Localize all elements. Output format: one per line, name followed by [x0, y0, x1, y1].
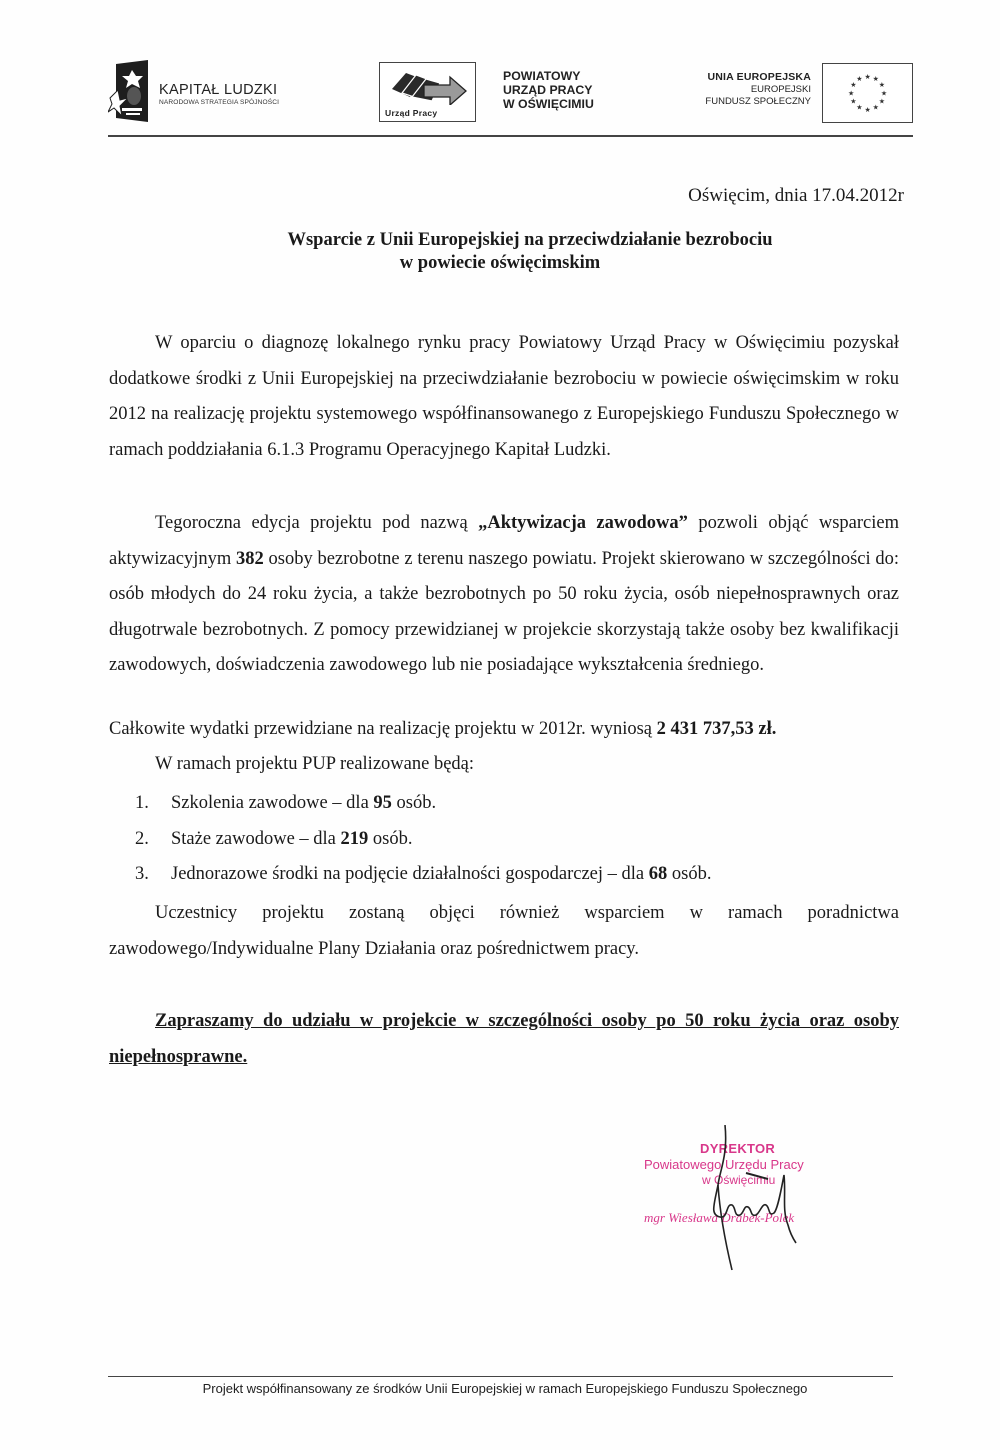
header-divider	[108, 135, 913, 137]
activities-list	[135, 786, 711, 893]
total-expenses	[109, 719, 776, 740]
list-item-count: 68	[648, 864, 668, 884]
invitation	[109, 1003, 899, 1075]
eu-title: UNIA EUROPEJSKA	[707, 71, 811, 83]
participants-count: 382	[236, 548, 264, 569]
eu-fund-label	[705, 71, 811, 108]
urzad-pracy-label: Urząd Pracy	[385, 108, 438, 118]
signature-icon	[690, 1125, 820, 1275]
kapital-ludzki-subtitle: NARODOWA STRATEGIA SPÓJNOŚCI	[159, 99, 280, 106]
stamp-office: Powiatowego Urzędu Pracy	[644, 1157, 804, 1172]
paragraph-project-text: Tegoroczna edycja projektu pod nazwą	[155, 513, 479, 533]
list-item-count: 95	[373, 793, 392, 813]
eu-star-icon: ★	[864, 73, 871, 81]
paragraph-participants-text: Uczestnicy projektu zostaną objęci również wsparciem w ramach poradnictwa zawodowego/Indywidualne Plany Działania oraz pośrednictwem pracy.	[109, 903, 899, 959]
eu-star-icon: ★	[848, 90, 855, 98]
eu-star-icon: ★	[856, 76, 863, 84]
kapital-ludzki-title: KAPITAŁ LUDZKI	[159, 82, 278, 98]
footer-text: Projekt współfinansowany ze środków Unii Europejskiej w ramach Europejskiego Funduszu Społecznego	[202, 1381, 808, 1396]
document-title-line-2: w powiecie oświęcimskim	[399, 253, 601, 273]
list-item-suffix: osób.	[368, 828, 413, 849]
document-title	[0, 229, 1000, 275]
paragraph-project-text: osoby bezrobotne z terenu naszego powiatu. Projekt skierowano w szczególności do: osób młodych do 24 roku życia, a także bezrobotnych po 50 roku życia, osób niepełnosprawnych oraz długotrwale bezrobotnych. Z pomocy przewidzianej w projekcie skorzystają także osoby bez kwalifikacji zawodowych, doświadczenia zawodowego lub nie posiadające wykształcenia średniego.	[109, 548, 899, 676]
list-item-count: 219	[340, 828, 369, 849]
stamp-name: mgr Wiesława Drabek-Polek	[644, 1210, 795, 1225]
eu-star-icon: ★	[856, 104, 863, 112]
list-item-suffix: osób.	[391, 793, 437, 813]
list-item-number: 1.	[135, 793, 149, 813]
office-name-line: URZĄD PRACY	[503, 83, 593, 97]
eu-star-icon: ★	[880, 90, 887, 98]
document-title-line-1: Wsparcie z Unii Europejskiej na przeciwdziałanie bezrobociu	[287, 230, 773, 250]
eu-flag-icon	[822, 63, 913, 123]
office-name-line: POWIATOWY	[503, 69, 581, 83]
office-name	[503, 69, 594, 111]
paragraph-intro-text: W oparciu o diagnozę lokalnego rynku pracy Powiatowy Urząd Pracy w Oświęcimiu pozyskał dodatkowe środki z Unii Europejskiej na przeciwdziałanie bezrobociu w powiecie oświęcimskim w roku 2012 na realizację projektu systemowego współfinansowanego z Europejskiego Funduszu Społecznego w ramach poddziałania 6.1.3 Programu Operacyjnego Kapitał Ludzki.	[109, 333, 899, 460]
document-date: Oświęcim, dnia 17.04.2012r	[688, 185, 904, 206]
paragraph-project-text: pozwoli objąć wsparciem aktywizacyjnym	[109, 513, 900, 569]
list-item	[135, 786, 711, 822]
eu-subtitle-2: FUNDUSZ SPOŁECZNY	[705, 96, 811, 107]
stamp-title: DYREKTOR	[700, 1141, 776, 1156]
eu-star-icon: ★	[872, 76, 879, 84]
list-intro: W ramach projektu PUP realizowane będą:	[155, 754, 475, 774]
paragraph-project	[109, 506, 899, 684]
invitation-text: Zapraszamy do udziału w projekcie w szczególności osoby po 50 roku życia oraz osoby niepełnosprawne.	[109, 1011, 899, 1067]
letterhead	[108, 58, 913, 128]
eu-star-icon: ★	[850, 82, 857, 90]
list-item-number: 2.	[135, 828, 149, 849]
list-item	[135, 822, 711, 858]
list-item-suffix: osób.	[667, 864, 712, 884]
list-item-text: Staże zawodowe – dla	[171, 828, 341, 849]
list-item	[135, 857, 711, 893]
eu-star-icon: ★	[864, 106, 871, 114]
total-amount: 2 431 737,53 zł.	[656, 719, 777, 739]
urzad-pracy-arrow-icon	[392, 69, 468, 105]
eu-star-icon: ★	[850, 98, 857, 106]
paragraph-intro	[109, 326, 899, 468]
eu-star-icon: ★	[878, 82, 885, 90]
project-name: „Aktywizacja zawodowa”	[478, 513, 688, 533]
urzad-pracy-logo	[379, 62, 476, 122]
footer-divider	[108, 1376, 893, 1377]
office-name-line: W OŚWIĘCIMIU	[503, 97, 594, 111]
eu-star-icon: ★	[878, 98, 885, 106]
total-expenses-text: Całkowite wydatki przewidziane na realizację projektu w 2012r. wyniosą	[109, 719, 657, 739]
kapital-ludzki-wordmark	[159, 82, 279, 107]
list-item-text: Jednorazowe środki na podjęcie działalności gospodarczej – dla	[171, 864, 649, 884]
list-item-text: Szkolenia zawodowe – dla	[171, 793, 374, 813]
list-item-number: 3.	[135, 864, 149, 884]
kapital-ludzki-logo-icon	[108, 60, 150, 122]
stamp-city: w Oświęcimiu	[702, 1173, 776, 1187]
eu-subtitle-1: EUROPEJSKI	[750, 84, 811, 95]
paragraph-participants	[109, 896, 899, 967]
eu-star-icon: ★	[872, 104, 879, 112]
